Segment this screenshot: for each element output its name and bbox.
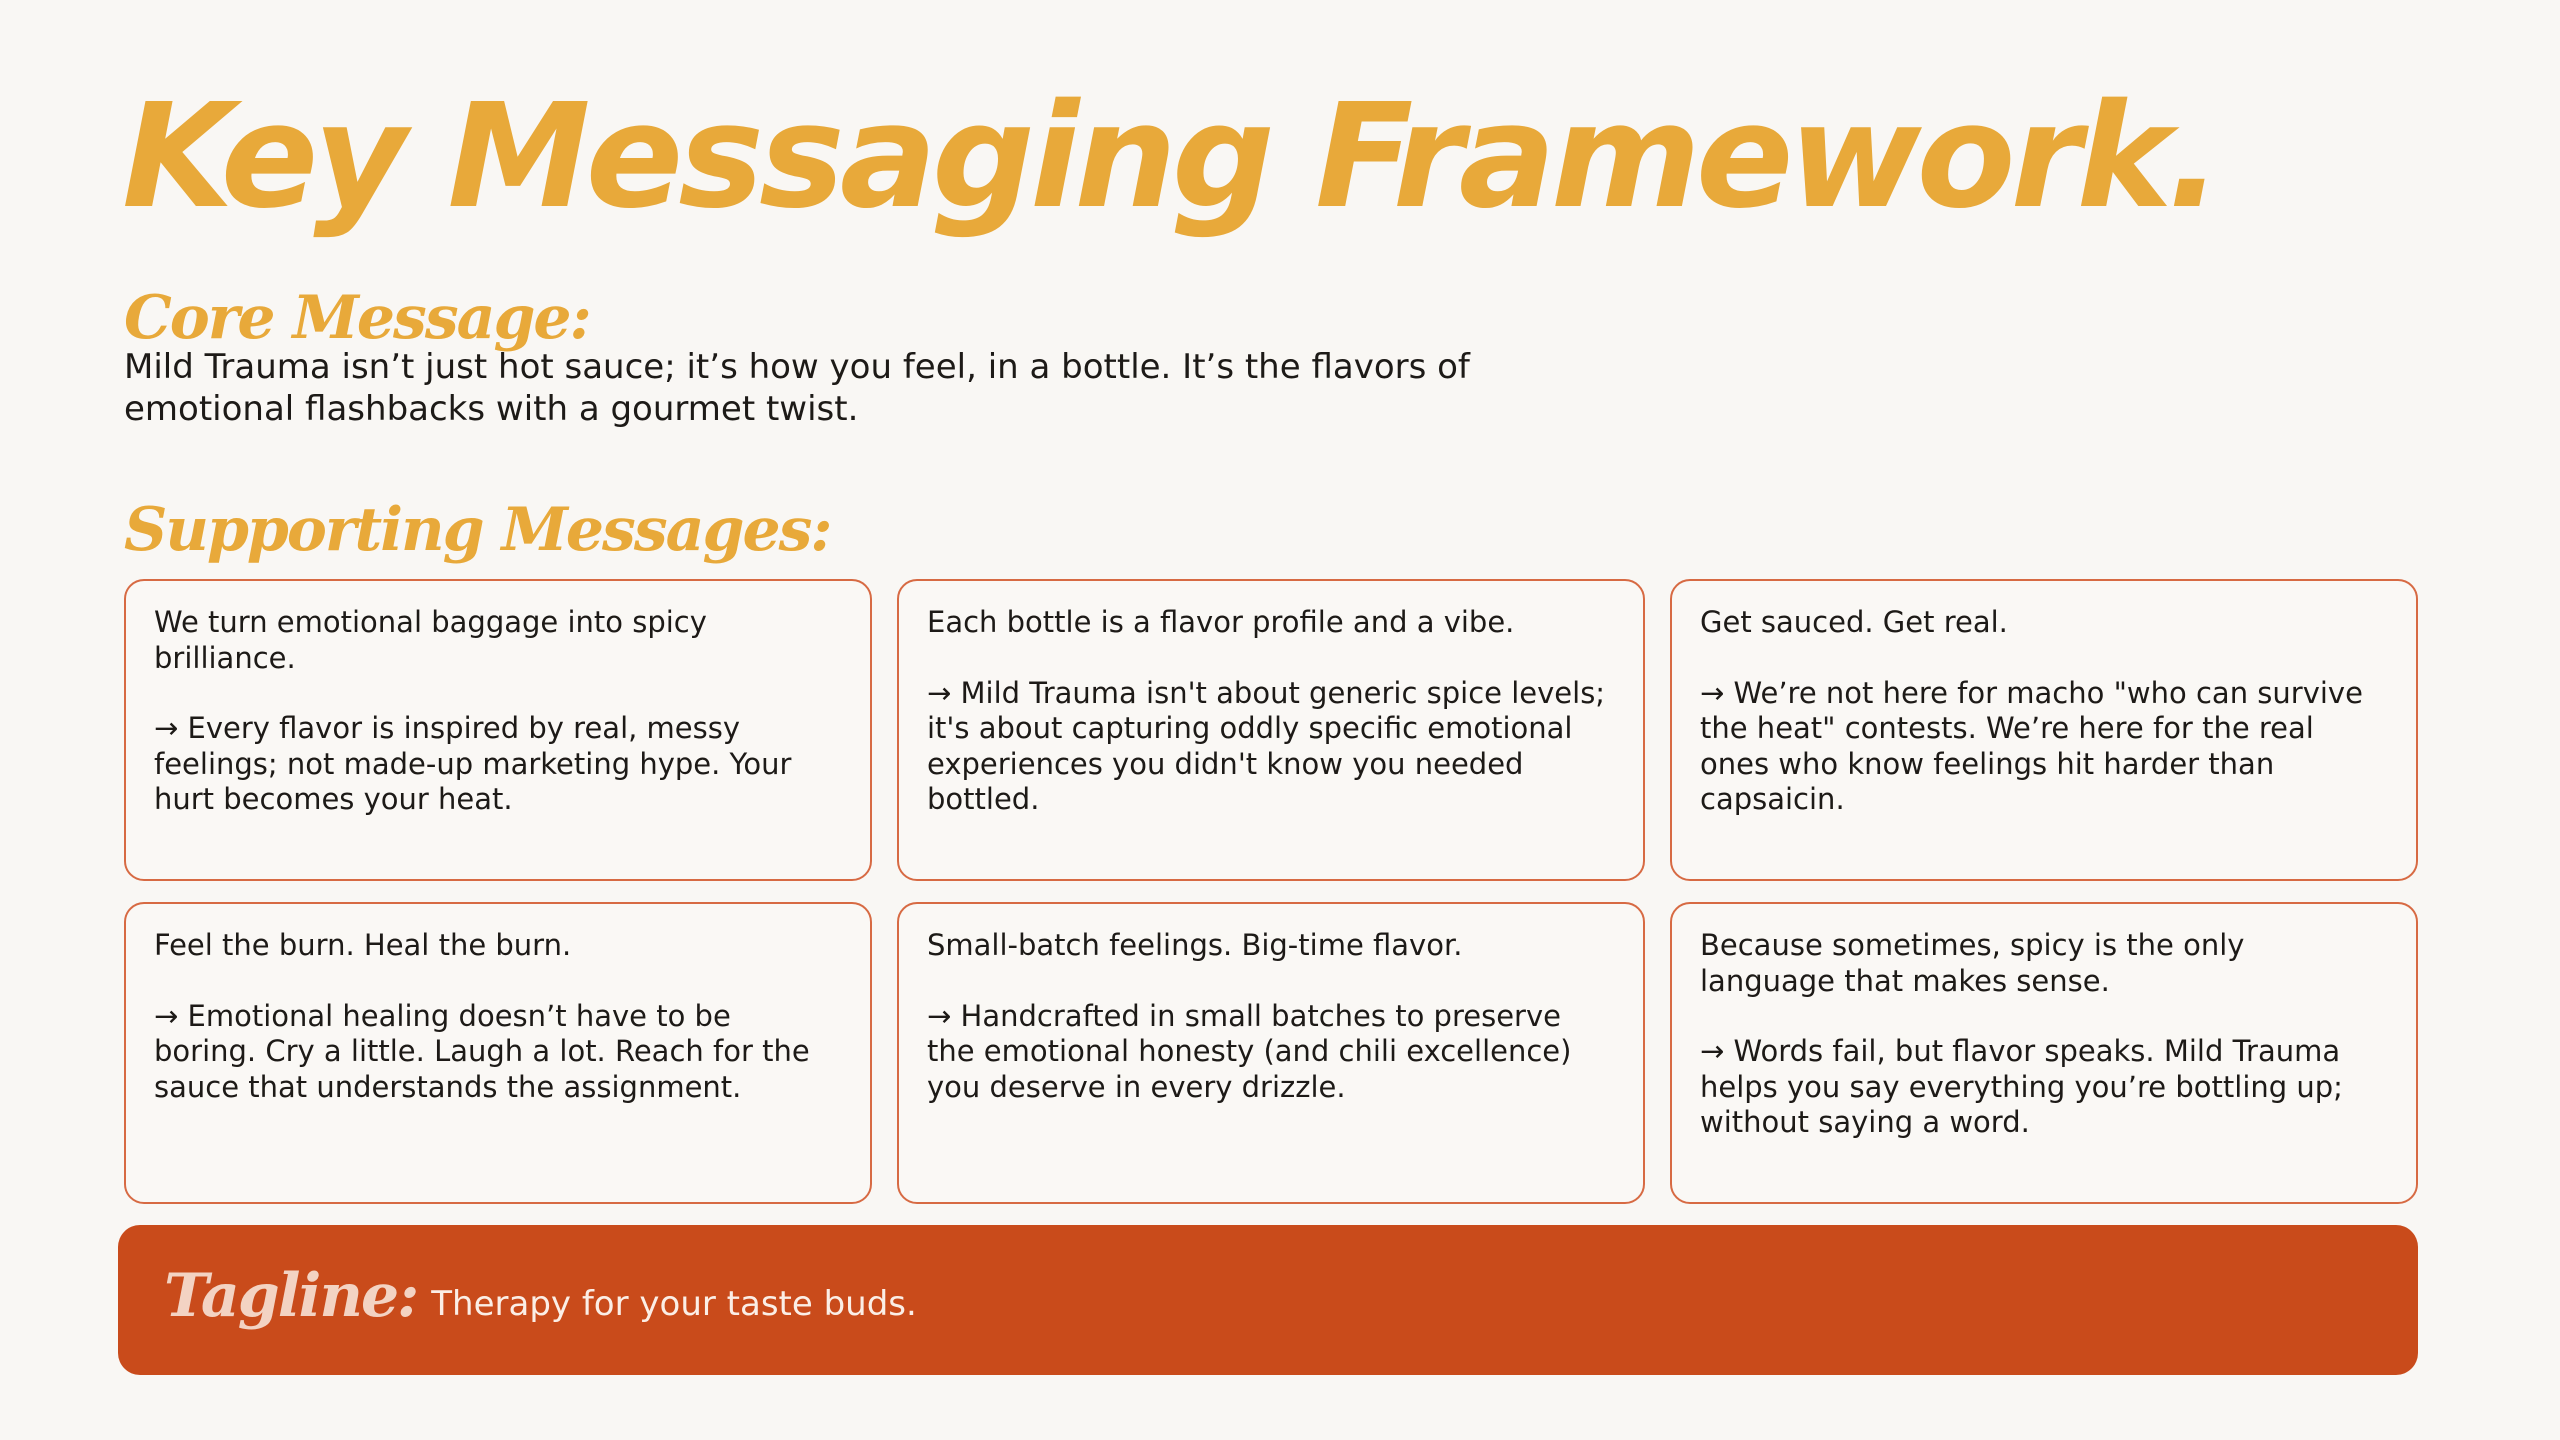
card-detail: → Handcrafted in small batches to preserve the emotional honesty (and chili excellence) you deserve in every drizzle. [927, 998, 1572, 1104]
card-detail: → Emotional healing doesn’t have to be boring. Cry a little. Laugh a lot. Reach for the sauce that understands the assignment. [154, 998, 810, 1104]
supporting-message-card [1670, 902, 2418, 1204]
card-detail: → Every flavor is inspired by real, messy feelings; not made-up marketing hype. Your hurt becomes your heat. [154, 711, 792, 816]
card-detail: → Mild Trauma isn't about generic spice levels; it's about capturing oddly specific emotional experiences you didn't know you needed bottled. [927, 675, 1606, 816]
supporting-message-card [1670, 579, 2418, 881]
tagline-text: Therapy for your taste buds. [431, 1284, 917, 1324]
supporting-message-card [897, 579, 1645, 881]
page-title: Key Messaging Framework. [122, 72, 2217, 240]
card-detail: → We’re not here for macho "who can survive the heat" contests. We’re here for the real ones who know feelings hit harder than capsaicin. [1700, 675, 2363, 816]
card-detail: → Words fail, but flavor speaks. Mild Trauma helps you say everything you’re bottling up; without saying a word. [1700, 1034, 2343, 1139]
core-message-heading: Core Message: [124, 283, 590, 353]
core-message-text: Mild Trauma isn’t just hot sauce; it’s how you feel, in a bottle. It’s the flavors of emotional flashbacks with a gourmet twist. [124, 347, 1470, 429]
card-lead: Feel the burn. Heal the burn. [154, 928, 572, 962]
supporting-messages-heading: Supporting Messages: [124, 495, 831, 565]
card-lead: We turn emotional baggage into spicy brilliance. [154, 605, 707, 675]
tagline-bar [118, 1225, 2418, 1375]
supporting-message-card [124, 579, 872, 881]
supporting-message-card [897, 902, 1645, 1204]
card-lead: Small-batch feelings. Big-time flavor. [927, 928, 1463, 962]
card-lead: Because sometimes, spicy is the only language that makes sense. [1700, 928, 2245, 998]
card-lead: Each bottle is a flavor profile and a vibe. [927, 605, 1515, 639]
supporting-message-card [124, 902, 872, 1204]
card-lead: Get sauced. Get real. [1700, 605, 2008, 639]
tagline-label: Tagline: [164, 1261, 418, 1331]
